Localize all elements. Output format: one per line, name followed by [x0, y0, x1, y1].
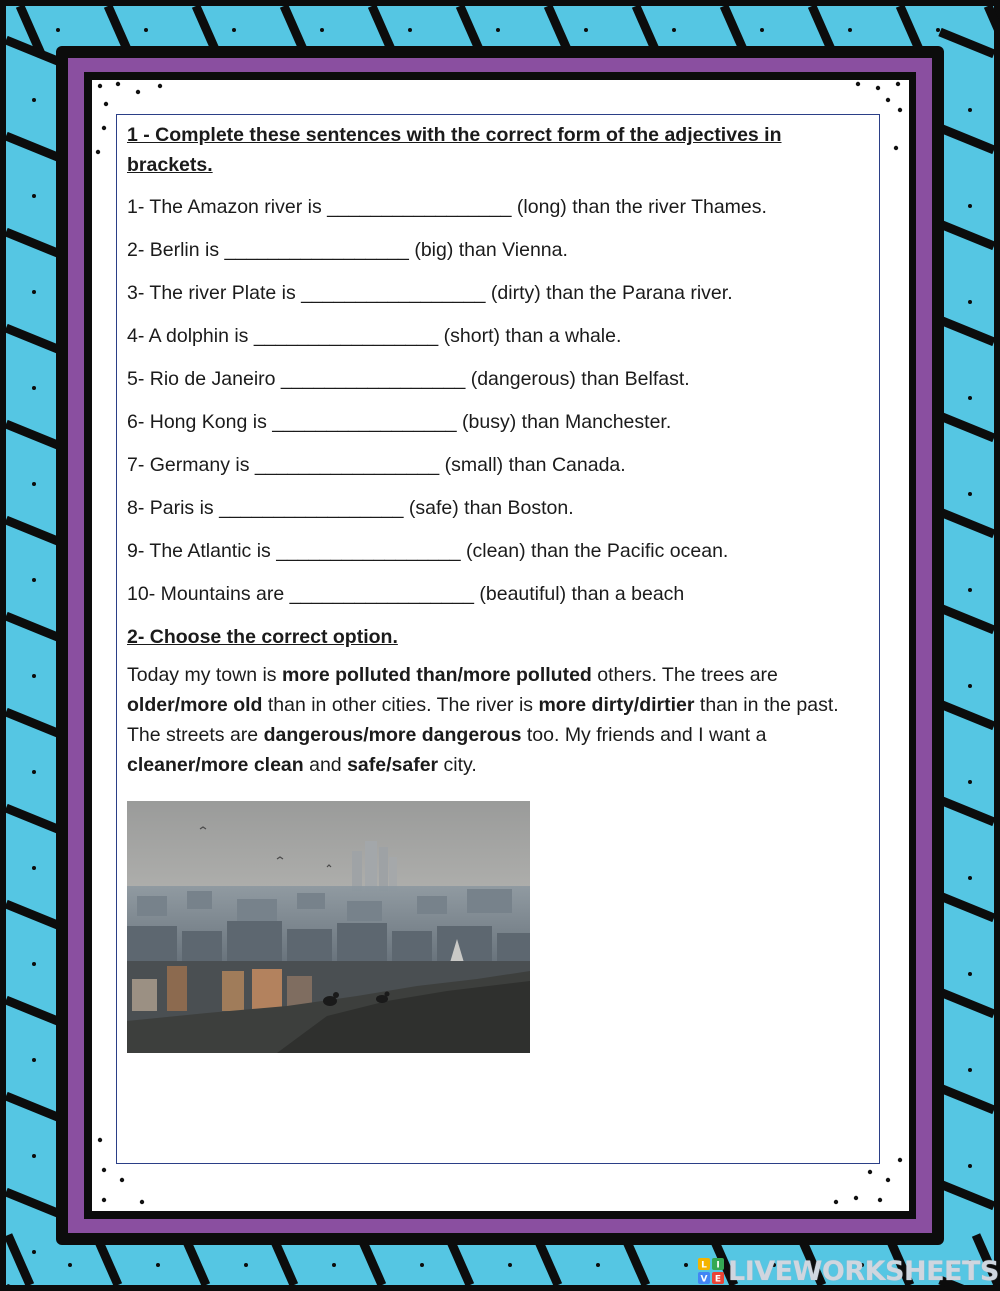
polluted-city-photo: [127, 801, 530, 1053]
sentence-text: (long) than the river Thames.: [511, 196, 767, 218]
sentence-text: 3- The river Plate is: [127, 282, 302, 304]
section2-heading: 2- Choose the correct option.: [127, 626, 398, 648]
paragraph-text: too. My friends and I want a: [521, 724, 767, 746]
sentence-text: (clean) than the Pacific ocean.: [460, 540, 729, 562]
sentence-text: (small) than Canada.: [439, 454, 626, 476]
answer-blank[interactable]: _________________: [289, 583, 474, 605]
paragraph-text: and: [303, 754, 348, 776]
option-choice[interactable]: more polluted than/more polluted: [281, 664, 592, 686]
option-choice[interactable]: safe/safer: [347, 754, 439, 776]
option-choice[interactable]: dangerous/more dangerous: [263, 724, 522, 746]
watermark-text: LIVEWORKSHEETS: [728, 1255, 999, 1287]
sentence-item: [127, 577, 867, 620]
sentence-item: [127, 362, 867, 405]
sentence-item: [127, 534, 867, 577]
answer-blank[interactable]: _________________: [272, 411, 457, 433]
answer-blank[interactable]: _________________: [253, 325, 439, 347]
option-choice[interactable]: older/more old: [127, 694, 263, 716]
svg-text:V: V: [700, 1274, 708, 1284]
sentence-list: [127, 190, 867, 620]
sentence-text: 1- The Amazon river is: [127, 196, 328, 218]
sentence-text: 7- Germany is: [127, 454, 255, 476]
sentence-text: (short) than a whale.: [438, 325, 622, 347]
sentence-text: (big) than Vienna.: [408, 239, 568, 261]
svg-text:I: I: [716, 1260, 720, 1271]
option-choice[interactable]: cleaner/more clean: [127, 754, 304, 776]
sentence-item: [127, 190, 867, 233]
sentence-text: 2- Berlin is: [127, 239, 225, 261]
sentence-text: 6- Hong Kong is: [127, 411, 273, 433]
watermark: [698, 1254, 999, 1288]
sentence-text: 5- Rio de Janeiro: [127, 368, 281, 390]
liveworksheets-logo-icon: [698, 1258, 724, 1284]
sentence-item: [127, 491, 867, 534]
sentence-text: 10- Mountains are: [127, 583, 290, 605]
choose-option-paragraph: [127, 660, 867, 780]
answer-blank[interactable]: _________________: [254, 454, 440, 476]
sentence-text: (dangerous) than Belfast.: [465, 368, 690, 390]
answer-blank[interactable]: _________________: [276, 540, 461, 562]
sentence-item: [127, 448, 867, 491]
paragraph-text: than in the past. The streets are: [127, 694, 839, 746]
answer-blank[interactable]: _________________: [327, 196, 512, 218]
sentence-item: [127, 319, 867, 362]
sentence-item: [127, 233, 867, 276]
answer-blank[interactable]: _________________: [280, 368, 466, 390]
paragraph-text: city.: [438, 754, 477, 776]
option-choice[interactable]: more dirty/dirtier: [538, 694, 695, 716]
section1-heading: 1 - Complete these sentences with the correct form of the adjectives in brackets.: [127, 124, 782, 176]
svg-text:E: E: [714, 1274, 722, 1284]
svg-text:L: L: [701, 1260, 707, 1271]
sentence-item: [127, 276, 867, 319]
sentence-text: 8- Paris is: [127, 497, 220, 519]
sentence-item: [127, 405, 867, 448]
answer-blank[interactable]: _________________: [219, 497, 404, 519]
worksheet-content: [127, 120, 867, 780]
paragraph-text: others. The trees are: [591, 664, 778, 686]
sentence-text: (beautiful) than a beach: [473, 583, 685, 605]
sentence-text: (busy) than Manchester.: [456, 411, 672, 433]
sentence-text: 4- A dolphin is: [127, 325, 254, 347]
answer-blank[interactable]: _________________: [224, 239, 409, 261]
sentence-text: (dirty) than the Parana river.: [485, 282, 733, 304]
answer-blank[interactable]: _________________: [301, 282, 486, 304]
sentence-text: (safe) than Boston.: [403, 497, 574, 519]
paragraph-text: Today my town is: [127, 664, 282, 686]
sentence-text: 9- The Atlantic is: [127, 540, 277, 562]
paragraph-text: than in other cities. The river is: [262, 694, 539, 716]
